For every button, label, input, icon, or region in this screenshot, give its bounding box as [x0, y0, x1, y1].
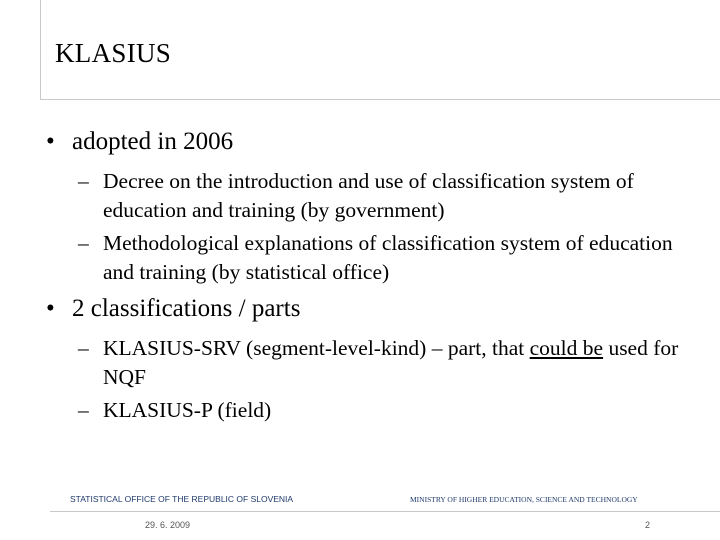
sub-item-text: Decree on the introduction and use of classification system of education and training (by government) — [103, 169, 634, 222]
page-number: 2 — [645, 520, 651, 530]
dash-icon: – — [78, 231, 89, 255]
footer-date: 29. 6. 2009 — [145, 520, 191, 530]
slide-title: KLASIUS — [55, 38, 172, 68]
sub-item-text-after: used for NQF — [103, 336, 679, 389]
sub-item-text-before: KLASIUS-SRV (segment-level-kind) – part, that — [103, 336, 530, 360]
sub-item-text: Methodological explanations of classification system of education and training (by statistical office) — [103, 231, 673, 284]
dash-icon: – — [78, 398, 89, 422]
footer-right-org: MINISTRY OF HIGHER EDUCATION, SCIENCE AND TECHNOLOGY — [410, 495, 638, 504]
footer-divider — [50, 511, 720, 512]
underlined-text: could be — [529, 336, 604, 360]
dash-icon: – — [78, 336, 89, 360]
footer-left-org: STATISTICAL OFFICE OF THE REPUBLIC OF SLOVENIA — [70, 494, 294, 504]
dash-icon: – — [78, 169, 89, 193]
bullet-icon: • — [46, 295, 55, 322]
sub-item-text — [103, 334, 683, 392]
bullet-icon: • — [46, 128, 55, 155]
sub-item-text: KLASIUS-P (field) — [103, 398, 272, 422]
bullet-text-1: adopted in 2006 — [72, 128, 234, 155]
title-box — [40, 0, 720, 100]
bullet-text-2: 2 classifications / parts — [72, 295, 301, 322]
